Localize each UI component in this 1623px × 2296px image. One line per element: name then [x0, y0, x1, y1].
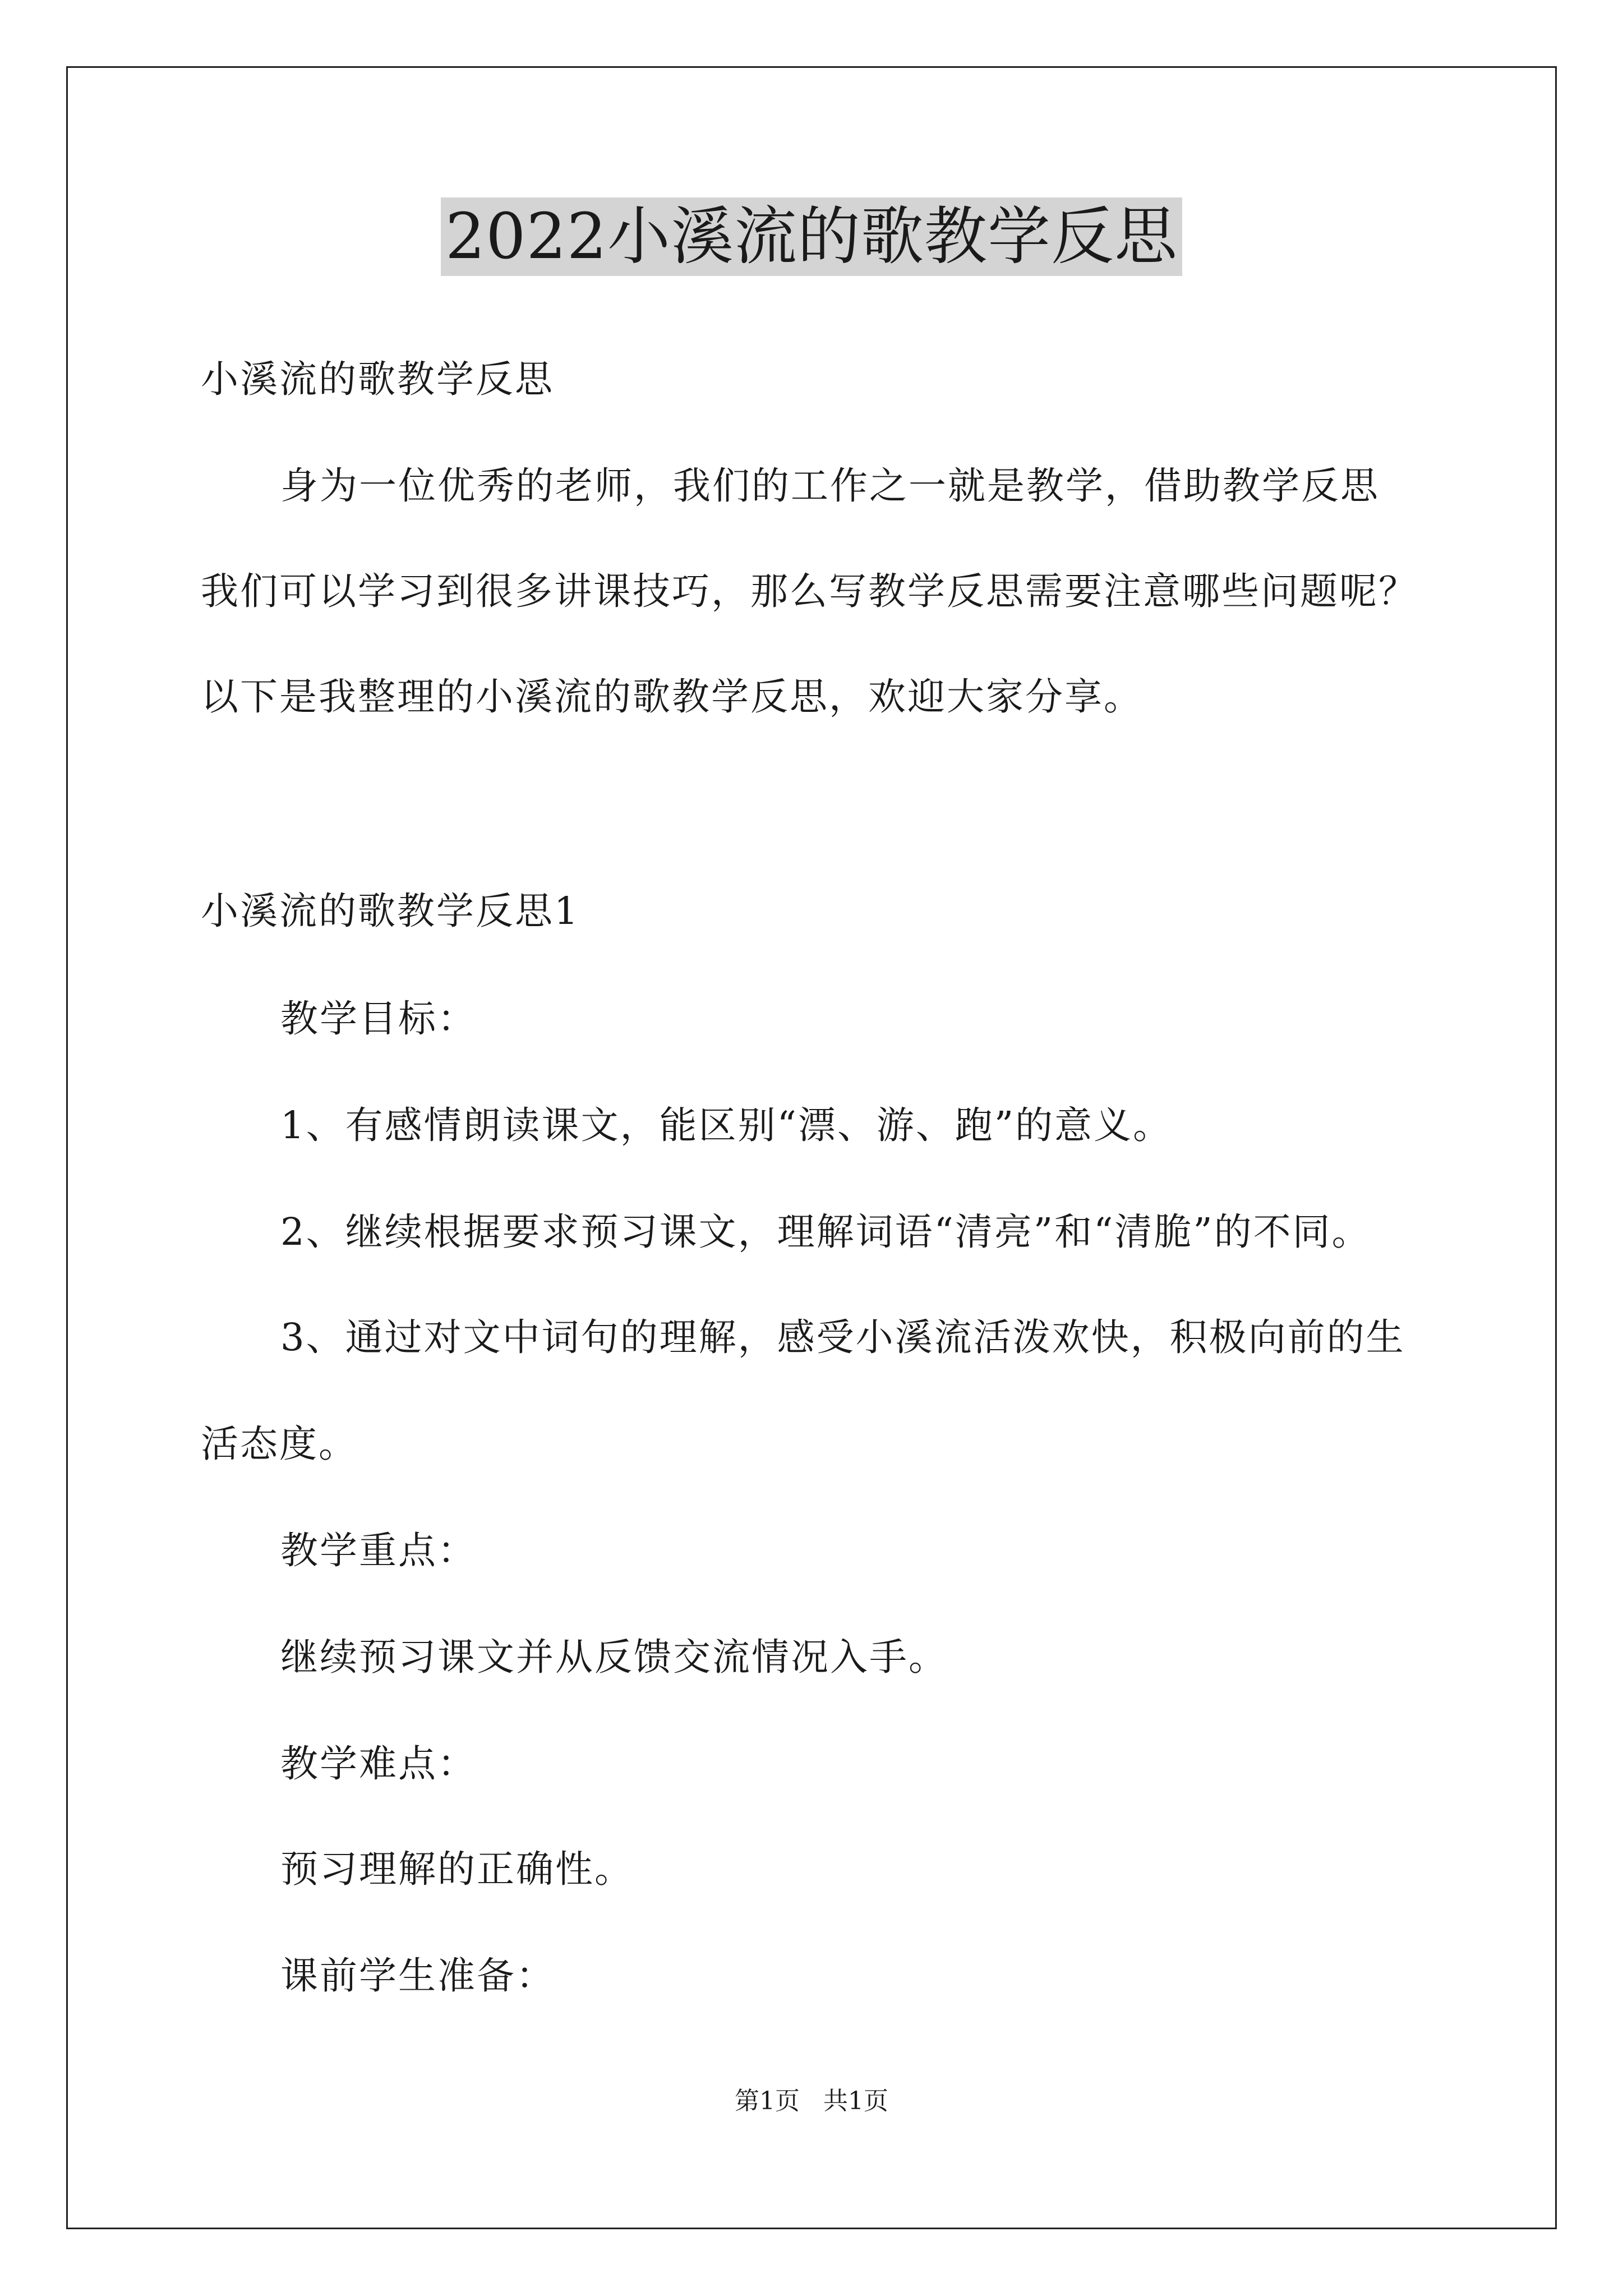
page-title: 2022小溪流的歌教学反思: [441, 197, 1182, 276]
document-subtitle: 小溪流的歌教学反思: [201, 357, 554, 401]
page-number-current: 第1页: [735, 2087, 800, 2115]
key-point-label: 教学重点：: [280, 1529, 477, 1572]
key-point-text: 继续预习课文并从反馈交流情况入手。: [280, 1635, 948, 1679]
difficulty-text: 预习理解的正确性。: [280, 1847, 634, 1891]
goal-item-3: 3、通过对文中词句的理解，感受小溪流活泼欢快，积极向前的生: [280, 1315, 1405, 1359]
title-container: [0, 197, 1623, 276]
goal-item-2: 2、继续根据要求预习课文，理解词语“清亮”和“清脆”的不同。: [280, 1210, 1371, 1254]
page-number-total: 共1页: [823, 2087, 888, 2115]
section-heading: 小溪流的歌教学反思1: [201, 889, 580, 933]
goal-item-3-continued: 活态度。: [201, 1422, 358, 1466]
intro-line-1: 身为一位优秀的老师，我们的工作之一就是教学，借助教学反思: [280, 464, 1380, 508]
preparation-label: 课前学生准备：: [280, 1954, 555, 1998]
goal-item-1: 1、有感情朗读课文，能区别“漂、游、跑”的意义。: [280, 1103, 1173, 1147]
page-footer: [0, 2086, 1623, 2117]
difficulty-label: 教学难点：: [280, 1742, 477, 1786]
intro-line-3: 以下是我整理的小溪流的歌教学反思，欢迎大家分享。: [201, 675, 1143, 719]
goals-label: 教学目标：: [280, 997, 477, 1041]
intro-line-2: 我们可以学习到很多讲课技巧，那么写教学反思需要注意哪些问题呢？: [201, 569, 1418, 613]
